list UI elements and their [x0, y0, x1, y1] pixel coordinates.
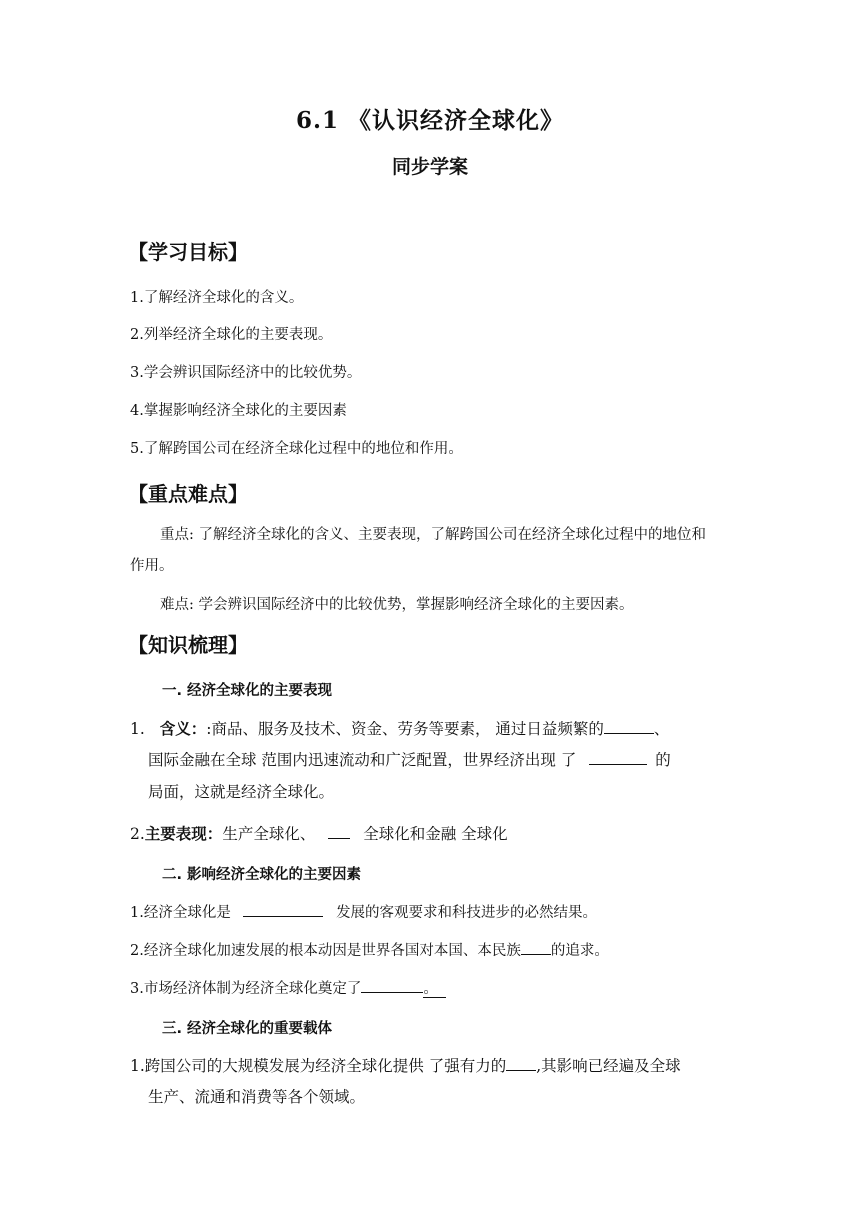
focus-text-line1: 重点: 了解经济全球化的含义、主要表现，了解跨国公司在经济全球化过程中的地位和 [160, 527, 706, 543]
part2-q1-text-a: 1.经济全球化是 [130, 905, 231, 921]
part3-q1-line1 [130, 1054, 681, 1076]
objective-item-5: 5.了解跨国公司在经济全球化过程中的地位和作用。 [130, 441, 463, 457]
part2-q1 [130, 901, 597, 922]
part3-q1-text-b: ,其影响已经遍及全球 [536, 1057, 681, 1075]
part1-q1-line1 [130, 717, 669, 739]
objective-item-2: 2.列举经济全球化的主要表现。 [130, 327, 333, 343]
part2-q3-text-b: 。 [423, 981, 446, 998]
fill-blank[interactable] [604, 719, 654, 734]
part1-q1-text-line2: 国际金融在全球 范围内迅速流动和广泛配置，世界经济出现 了 [148, 751, 577, 769]
part2-title: 二. 影响经济全球化的主要因素 [162, 867, 362, 883]
part3-q1-line2: 生产、流通和消费等各个领域。 [148, 1088, 366, 1106]
fill-blank[interactable] [328, 824, 350, 839]
part1-q1-line3: 局面，这就是经济全球化。 [148, 783, 335, 801]
key-points-heading: 【重点难点】 [128, 482, 248, 506]
part1-q2-text-a: 生产全球化、 [222, 825, 316, 843]
part1-q2 [130, 822, 508, 844]
fill-blank[interactable] [589, 750, 647, 765]
punctuation: 、 [653, 720, 670, 738]
document-title: 6.1 《认识经济全球化》 [295, 107, 565, 134]
objectives-heading: 【学习目标】 [128, 240, 248, 264]
part2-q2-text-a: 2.经济全球化加速发展的根本动因是世界各国对本国、本民族 [130, 943, 521, 959]
part2-q1-text-b: 发展的客观要求和科技进步的必然结果。 [336, 905, 598, 921]
document-subtitle: 同步学案 [391, 156, 468, 178]
fill-blank[interactable] [243, 902, 323, 917]
part1-q2-label: 主要表现： [144, 825, 223, 843]
part1-q1-label: 含义： [159, 720, 207, 738]
objective-item-3: 3.学会辨识国际经济中的比较优势。 [130, 365, 362, 381]
objective-item-1: 1.了解经济全球化的含义。 [130, 290, 304, 306]
part2-q3 [130, 977, 446, 998]
part3-q1-text-a: 1.跨国公司的大规模发展为经济全球化提供 了强有力的 [130, 1057, 507, 1075]
part1-q1-text-line1: :商品、服务及技术、资金、劳务等要素， 通过日益频繁的 [206, 720, 604, 738]
part1-q1-number: 1. [130, 720, 145, 738]
part2-q3-text-a: 3.市场经济体制为经济全球化奠定了 [130, 981, 362, 997]
part1-q2-number: 2. [130, 825, 145, 843]
part2-q2 [130, 939, 609, 960]
fill-blank[interactable] [506, 1056, 536, 1071]
part3-title: 三. 经济全球化的重要载体 [162, 1021, 333, 1037]
focus-text-line2: 作用。 [130, 558, 174, 574]
part1-title: 一. 经济全球化的主要表现 [162, 683, 333, 699]
difficulty-text: 难点: 学会辨识国际经济中的比较优势，掌握影响经济全球化的主要因素。 [160, 597, 634, 613]
knowledge-heading: 【知识梳理】 [128, 633, 248, 657]
objective-item-4: 4.掌握影响经济全球化的主要因素 [130, 403, 347, 419]
fill-blank[interactable] [361, 978, 423, 993]
part1-q2-text-b: 全球化和金融 全球化 [363, 825, 508, 843]
part2-q2-text-b: 的追求。 [550, 943, 609, 959]
part1-q1-text-line2-end: 的 [655, 751, 671, 769]
fill-blank[interactable] [521, 940, 551, 955]
part1-q1-line2 [148, 748, 671, 770]
